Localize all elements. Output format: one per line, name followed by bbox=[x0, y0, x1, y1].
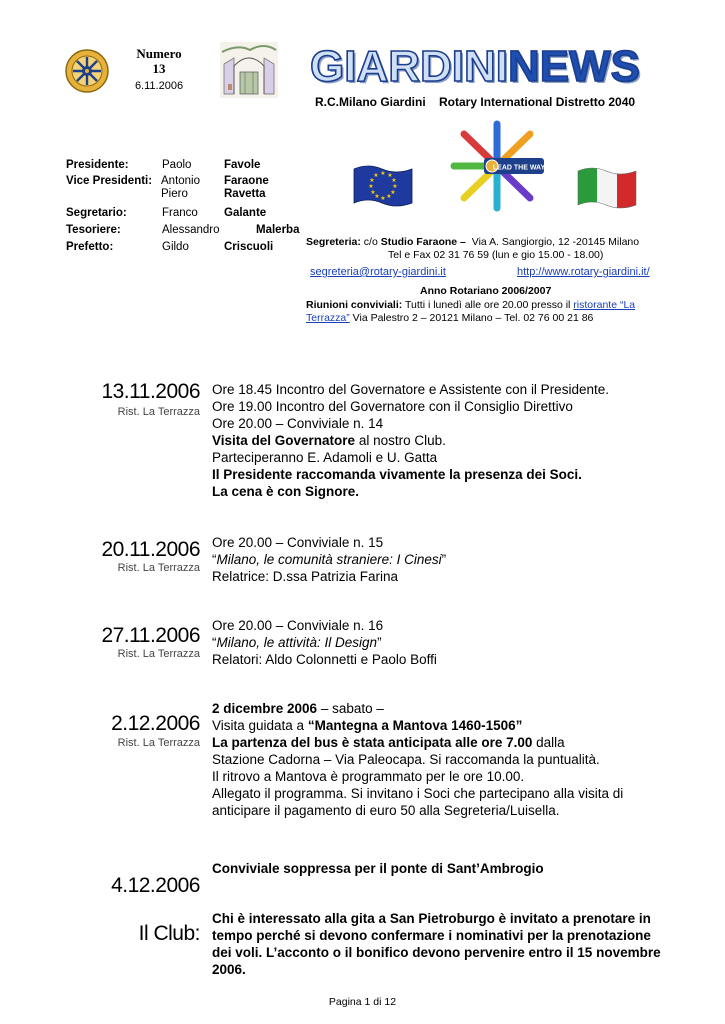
officer-row: Prefetto: Gildo Criscuoli bbox=[66, 241, 274, 253]
svg-text:★: ★ bbox=[392, 183, 398, 190]
club-note-label: Il Club: bbox=[138, 922, 200, 945]
svg-text:★: ★ bbox=[390, 189, 396, 196]
officer-row: Presidente: Paolo Favole bbox=[66, 159, 261, 171]
svg-text:★: ★ bbox=[370, 189, 376, 196]
officers-list bbox=[66, 157, 300, 257]
restaurant-link[interactable]: ristorante “La Terrazza” bbox=[306, 299, 636, 324]
event-venue: Rist. La Terrazza bbox=[117, 737, 200, 749]
secretariat-contact: Segreteria: c/o Studio Faraone – Via A. Sangiorgio, 12 -20145 Milano Tel e Fax 02 31 76 59 (lun e gio 15.00 - 18.00) bbox=[306, 236, 640, 261]
svg-text:★: ★ bbox=[380, 195, 386, 202]
lead-the-way-logo bbox=[448, 120, 546, 212]
contact-links bbox=[310, 266, 670, 278]
newsletter-subtitle: R.C.Milano Giardini Rotary International Distretto 2040 bbox=[315, 95, 636, 109]
eu-flag-icon bbox=[352, 163, 414, 209]
event-date: 27.11.2006 bbox=[101, 624, 200, 647]
event-details: Ore 18.45 Incontro del Governatore e Assistente con il Presidente. Ore 19.00 Incontro del Governatore con il Consiglio Direttivo Ore 20.00 – Conviviale n. 14 Visita del Governatore al nostro Club. Parteciperanno E. Adamoli e U. Gatta Il Presidente raccomanda vivamente la presenza dei Soci. La cena è con Signore. bbox=[212, 382, 609, 499]
issue-number: Numero 13 bbox=[136, 46, 182, 76]
svg-text:★: ★ bbox=[386, 193, 392, 200]
officer-row: Tesoriere: Alessandro Malerba bbox=[66, 224, 300, 236]
rotary-wheel-logo bbox=[64, 48, 110, 94]
meetings-info: Riunioni conviviali: Tutti i lunedì alle ore 20.00 presso il ristorante “La Terrazza” Via Palestro 2 – 20121 Milano – Tel. 02 76 00 21 86 bbox=[306, 299, 636, 324]
event-venue: Rist. La Terrazza bbox=[117, 406, 200, 418]
event-details: 2 dicembre 2006 – sabato – Visita guidata a “Mantegna a Mantova 1460-1506” La partenza del bus è stata anticipata alle ore 7.00 dalla Stazione Cadorna – Via Paleocapa. Si raccomanda la puntualità. Il ritrovo a Mantova è programmato per le ore 10.00. Allegato il programma. Si invitano i Soci che partecipano alla visita di anticipare il pagamento di euro 50 alla Segreteria/Luisella. bbox=[212, 701, 624, 818]
svg-text:★: ★ bbox=[380, 170, 386, 177]
page-footer: Pagina 1 di 12 bbox=[328, 996, 397, 1008]
svg-text:★: ★ bbox=[373, 172, 379, 179]
officer-row: Segretario: Franco Galante bbox=[66, 207, 267, 219]
event-date: 4.12.2006 bbox=[111, 874, 200, 897]
event-details: Ore 20.00 – Conviviale n. 16 “Milano, le attività: Il Design” Relatori: Aldo Colonnetti e Paolo Boffi bbox=[212, 618, 437, 667]
event-date: 20.11.2006 bbox=[101, 538, 200, 561]
svg-text:★: ★ bbox=[369, 177, 375, 184]
officer-row: Piero Ravetta bbox=[161, 188, 266, 200]
gate-sketch-illustration bbox=[220, 42, 278, 98]
event-details: Ore 20.00 – Conviviale n. 15 “Milano, le comunità straniere: I Cinesi” Relatrice: D.ssa Patrizia Farina bbox=[212, 535, 447, 584]
svg-text:★: ★ bbox=[391, 177, 397, 184]
lead-the-way-text: LEAD THE WAY bbox=[492, 164, 546, 172]
event-venue: Rist. La Terrazza bbox=[117, 562, 200, 574]
svg-text:★: ★ bbox=[368, 183, 374, 190]
officer-row: Vice Presidenti: Antonio Faraone bbox=[66, 175, 269, 187]
email-link[interactable]: segreteria@rotary-giardini.it bbox=[310, 266, 446, 278]
svg-text:★: ★ bbox=[374, 193, 380, 200]
website-link[interactable]: http://www.rotary-giardini.it/ bbox=[517, 266, 650, 278]
event-details: Conviviale soppressa per il ponte di Sant’Ambrogio bbox=[212, 861, 544, 876]
event-date: 2.12.2006 bbox=[111, 712, 200, 735]
event-date: 13.11.2006 bbox=[101, 380, 200, 403]
club-note: Chi è interessato alla gita a San Pietroburgo è invitato a prenotare in tempo perché si devono confermare i nominativi per la prenotazione dei voli. L’acconto o il bonifico devono pervenire entro il 15 novembre 2006. bbox=[212, 911, 661, 977]
italy-flag-icon bbox=[576, 165, 638, 211]
newsletter-title: GIARDININEWS bbox=[310, 42, 640, 91]
issue-date: 6.11.2006 bbox=[134, 80, 184, 92]
svg-text:★: ★ bbox=[387, 172, 393, 179]
event-venue: Rist. La Terrazza bbox=[117, 648, 200, 660]
rotary-year: Anno Rotariano 2006/2007 bbox=[420, 285, 552, 297]
